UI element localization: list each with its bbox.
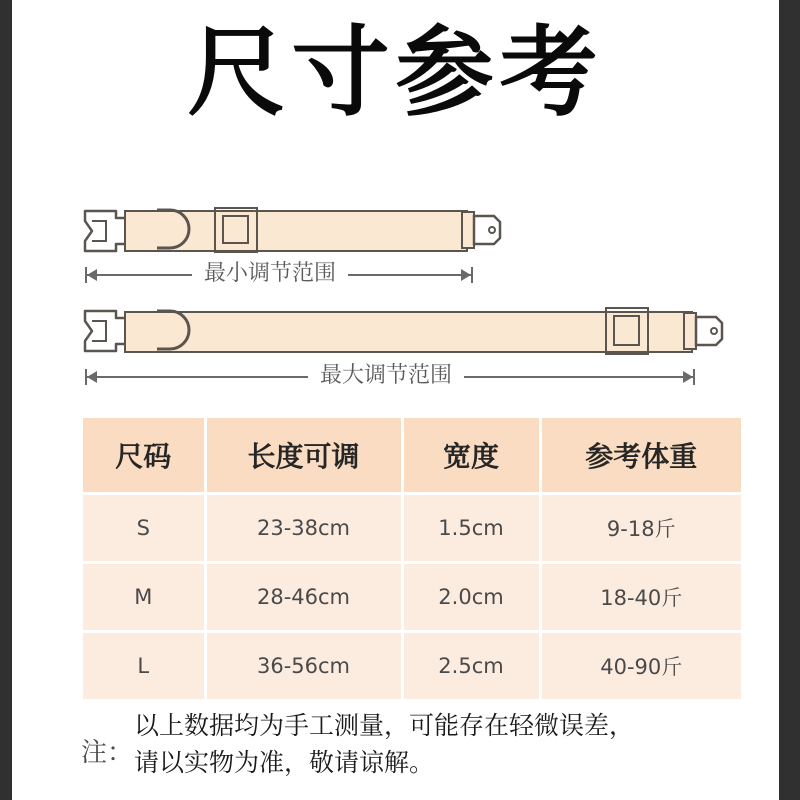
cell-size: L [83, 632, 205, 701]
cell-width: 2.5cm [402, 632, 540, 701]
header-weight: 参考体重 [540, 418, 741, 494]
collar-max-illustration [12, 0, 779, 400]
cell-width: 2.0cm [402, 563, 540, 632]
cell-width: 1.5cm [402, 494, 540, 563]
table-row [83, 494, 741, 563]
table-header-row [83, 418, 741, 494]
table-row [83, 632, 741, 701]
measure-tick-right-max [693, 369, 695, 385]
cell-length: 28-46cm [205, 563, 402, 632]
cell-length: 23-38cm [205, 494, 402, 563]
slide-adjuster-max [605, 307, 649, 355]
note-line-2: 请以实物为准，敬请谅解。 [134, 748, 435, 777]
cell-weight: 40-90斤 [540, 632, 741, 701]
max-range-label: 最大调节范围 [308, 361, 464, 391]
size-reference-page [12, 0, 779, 800]
note-line-1: 以上数据均为手工测量，可能存在轻微误差， [134, 711, 635, 740]
page-title: 尺寸参考 [187, 16, 604, 130]
table-row [83, 563, 741, 632]
note-text [134, 707, 774, 781]
note-label: 注： [81, 738, 134, 768]
cell-length: 36-56cm [205, 632, 402, 701]
header-length: 长度可调 [205, 418, 402, 494]
cell-weight: 9-18斤 [540, 494, 741, 563]
cell-weight: 18-40斤 [540, 563, 741, 632]
cell-size: S [83, 494, 205, 563]
buckle-tip-icon [682, 311, 726, 351]
d-ring-icon [152, 305, 192, 355]
header-width: 宽度 [402, 418, 540, 494]
min-range-label: 最小调节范围 [192, 259, 348, 289]
header-size: 尺码 [83, 418, 205, 494]
cell-size: M [83, 563, 205, 632]
size-table [83, 418, 741, 702]
